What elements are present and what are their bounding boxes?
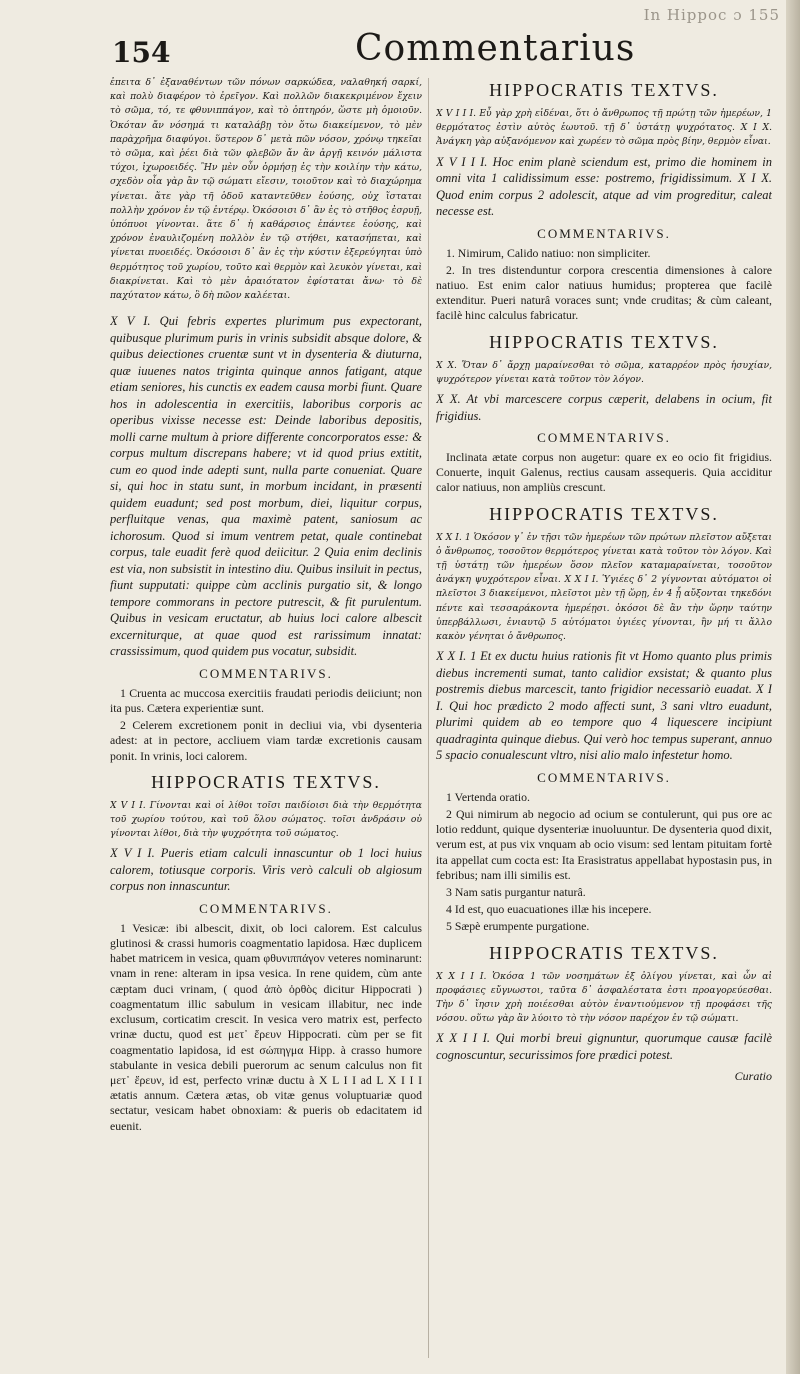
- commentary-note: 5 Sæpè erumpente purgatione.: [446, 919, 590, 934]
- left-column: [110, 76, 422, 1366]
- section-heading: HIPPOCRATIS TEXTVS.: [489, 80, 719, 100]
- bleed-through-text: In Hippoc ɔ 155: [643, 6, 780, 24]
- catchword: Curatio: [734, 1069, 772, 1084]
- section-heading: HIPPOCRATIS TEXTVS.: [151, 771, 381, 792]
- latin-text-xvi: X V I. Qui febris expertes plurimum pus expectorant, quibusque plurimum puris in vrinis subsidit absque dolore, & quibus deiectiones cruentæ sunt vt in dysenteria & diuturna, quæ iuuenes natos triginta quinque annos fatigant, atque etiam seniores, his cunctis ex eadem causa morbi fiunt. Quare hos in adolescentia in exercitiis, laboribus corporis ac operibus vixisse necesse est: Deinde laboribus depositis, molli carne multum à priore differente concorporatos esse: & corpus multum discrepans habere; vt id quod prius extitit, cum eo quod inde adepti sunt, nulla parte conueniat. Quare si, qui hoc in statu sunt, in morbum incidant, in præsenti quidem euadunt; sed post morbum, diei, liquitur corpus, perfluitque venas, qua maximè patent, saniosum ac ichorosum. Quod si imum ventrem petat, quale continebat corpus, tale euadit ferè quod deiicitur. 2 Quia enim declinis est via, non subsistit in intestino diu. Quibus insiluit in pectus, fiunt supputati: quippe cùm acclinis purgatio sit, & longo tempore commorans in pectore putrescit, & fit purulentum. Quibus in vesicam eructatur, ab huius loci calore albescit excerniturque, at quae quod est rarissimum innatat: crassissimum, quod quidem pus vocatur, subsidit.: [110, 314, 422, 659]
- section-heading: HIPPOCRATIS TEXTVS.: [489, 503, 719, 524]
- commentary-note: 2. In tres distenduntur corpora crescentia dimensiones à calore natiuo. Est enim calor natiuus humidus; propterea que facilè extenditur. Pueri naturâ voraces sunt; vnde cruditas; & cùm caleant, facilè hinc calculus fabricatur.: [436, 262, 772, 323]
- commentary-note: 1. Nimirum, Calido natiuo: non simpliciter.: [446, 245, 651, 260]
- page-gutter: [786, 0, 800, 1374]
- greek-passage-xx: X X. Ὅταν δ᾽ ἄρχῃ μαραίνεσθαι τὸ σῶμα, καταρρέον πρὸς ἡσυχίαν, ψυχρότερον γίνεται κατὰ τοῦτον τὸν λόγον.: [436, 359, 772, 385]
- right-column: [436, 76, 772, 1366]
- commentary-note: Inclinata ætate corpus non augetur: quare ex eo ocio fit frigidius. Conuerte, inquit Galenus, rectius causam assequeris. Quia acciditur calor natiuus, non ampliùs crescunt.: [436, 450, 772, 495]
- latin-text-xvii: X V I I. Pueris etiam calculi innascuntur ob 1 loci huius calorem, totiusque corporis. Viris verò calculi ob algiosum corpus non innascuntur.: [110, 846, 422, 894]
- latin-text-xviii: X V I I I. Hoc enim planè sciendum est, primo die hominem in omni vita 1 calidissimum esse: postremo, frigidissimum. X I X. Quod enim corpus 2 adolescit, atque ad vim progreditur, caleat necesse est.: [436, 154, 772, 219]
- commentary-note: 1 Cruenta ac muccosa exercitiis fraudati periodis deiiciunt; non ita pus. Cætera experientiæ sunt.: [110, 685, 422, 715]
- commentary-heading: COMMENTARIVS.: [199, 900, 333, 916]
- commentary-heading: COMMENTARIVS.: [537, 769, 671, 785]
- latin-text-xxiii: X X I I I. Qui morbi breui gignuntur, quorumque causæ facilè cognoscuntur, securissimos fore prædici potest.: [436, 1031, 772, 1062]
- page-number: 154: [112, 36, 171, 69]
- greek-passage: ἐπειτα δ᾽ ἐξαναθέντων τῶν πόνων σαρκώδεα, ναλαθηκή σαρκί, καὶ πολὺ διαφέρον τὸ ἐρεῖγον. Καὶ πολλῶν διακεκριμένον ἔχειν τὸ σῶμα, τό, τε φθυνιππάγον, καὶ τὸ ὀπτηρόν, ὥστε μὴ ὁμοιοῦν. Ὁκόταν ἄν νόσημά τι καταλάβῃ τὸν ὅτω διακείμενον, τὸ μὲν παρὰχρῆμα διαφύγοι. ὕστερον δ᾽ μετὰ πῶν νόσον, χρόνῳ τηκεῖαι τὸ σῶμα, καὶ ῥέει διὰ τῶν φλεβῶν ἄν ἂν ἀργῇ κεινόν μάλιστα τύχοι, ἰχωροειδές. Ἢν μὲν οὖν ὁρμήσῃ ἐς τὴν κοιλίην τὴν κάτω, σχεδὸν οἷα γὰρ ἂν τῷ σώματι εἴεσιν, τοιοῦτον καὶ τὸ διαχώρημα γίνεται. ἅτε γὰρ τῆ ὁδοῦ καταντεῦθεν ἐούσης, οὐχ ἵσταται πολλὴν χρόνον ἐν τῷ ἐντέρῳ. Ὁκόσοισι δ᾽ ἂν ἐς τὸ στῆθος ἐσρυῇ, ὑπόπυοι γίνονται. ἅτε δ᾽ ἡ καθάρσιος ἐπάντεε ἐούσης, καὶ χρόνον ἐναυλιζομένη πολλὸν ἐν τῷ στήθει, κατασήπεται, καὶ γίνεται πυοειδές. Ὁκόσοισι δ᾽ ἂν ἐς τὴν κύστιν ἐξερεύγηται ὑπὸ θερμότητος τοῦ χωρίου, τοῦτο καὶ θερμὸν καὶ λευκὸν γίνεται, καὶ διακρίνεται. Καὶ τὸ μὲν ἀραιότατον ἐφίσταται ἄνω· τὸ δὲ παχύτατον κάτω, ὃ δὴ πῶον καλέεται.: [110, 77, 422, 302]
- commentary-note: 3 Nam satis purgantur naturâ.: [446, 884, 586, 899]
- commentary-heading: COMMENTARIVS.: [537, 225, 671, 241]
- commentary-note: 4 Id est, quo euacuationes illæ his incepere.: [446, 902, 652, 917]
- latin-text-xxi: X X I. 1 Et ex ductu huius rationis fit vt Homo quanto plus primis diebus incrementi sumat, tanto calidior exsistat; & quanto plus postremis diebus marcescit, tanto frigidior necessariò euadat. X I I. Qui hoc prædicto 2 modo affecti sunt, 3 sani vltro euadunt, plurimi quidem ab eo tempore quo 4 liquescere incipiunt quadraginta quinque diebus. Qui verò hoc tempus superant, annuo 5 spacio conualescunt vltro, nisi alio malo infestetur homo.: [436, 649, 772, 763]
- commentary-note: 2 Qui nimirum ab negocio ad ocium se contulerunt, qui pus ore ac lotio reddunt, quique dysenteriæ inuoluuntur. De dysenteria quod dixit, verum est, at pus vix vnquam ab ocio visum: sed lentam pituitam fortè ita appellat cum cocta est: Ita Erasistratus appellabat hypostasin pus, in febribus; nam illi similis est.: [436, 806, 772, 882]
- commentary-heading: COMMENTARIVS.: [199, 665, 333, 681]
- greek-passage-xviii: X V I I I. Εὖ γὰρ χρὴ εἰδέναι, ὅτι ὁ ἄνθρωπος τῇ πρώτῃ τῶν ἡμερέων, 1 θερμότατος ἐστὶν αὐτὸς ἑωυτοῦ. τῇ δ᾽ ὑστάτῃ ψυχρότατος. X I X. Ἀνάγκη γὰρ αὐξανόμενον καὶ χωρέεν τὸ σῶμα πρὸς βίην, θερμὸν εἶναι.: [436, 108, 772, 148]
- commentary-note: 2 Celerem excretionem ponit in decliui via, vbi dysenteria adest: at in pectore, accliuem viam tardæ excretionis causam ponit. In vrinis, loci calorem.: [110, 718, 422, 763]
- greek-passage-xxiii: X X I I I. Ὁκόσα 1 τῶν νοσημάτων ἐξ ὀλίγου γίνεται, καὶ ὧν αἱ προφάσιες εὔγνωστοι, ταῦτα δ᾽ ἀσφαλέστατα ἐστι προαγορεύεσθαι. Τὴν δ᾽ ἴησιν χρὴ ποιέεσθαι αὐτὸν ἐναντιούμενον τῇ προφάσει τῆς νόσου. οὕτω γὰρ ἂν λύοιτο τὸ τὴν νόσον παρέχον ἐν τῷ σώματι.: [436, 970, 772, 1025]
- section-heading: HIPPOCRATIS TEXTVS.: [489, 331, 719, 352]
- commentary-note: 1 Vesicæ: ibi albescit, dixit, ob loci calorem. Est calculus glutinosi & crassi humoris coagmentatio lapidosa. Hæc duplicem habet matricem in vesica, quam φθυνιππάγον veteres nominarunt: vnam in rene: alteram in ipsa vesica. In rene quidem, cùm ante cæptam duci vrinam, ( quod ἀπὸ ὀρθὸς dicitur Hippocrati ) coagmentatum illic sabulum in vesicam illabitur, nec inde exclusum, corticatim crescit. In vesica vero matrix est, perfecto vrinæ ductu, quod est μετ᾽ ἔρευν Hippocrati. cùm per se fit coagmentatio lapidosa, id est σώπηγμα Hipp. à crasso humore stabulante in vesica debili puerorum ac senum calculus non fit μετ᾽ ἔρευν, id est, perfecto vrinæ ductu à X L I I ad L X I I I ætatis annum. Cætera ætas, ob vitæ genus voluptuariæ quod sectatur, vesicam habet obnoxiam: & pueris ob edacitatem id euenit.: [110, 920, 422, 1133]
- greek-passage-xxi: X X I. 1 Ὁκόσον γ᾽ ἐν τῇσι τῶν ἡμερέων τῶν πρώτων πλεῖστον αὔξεται ὁ ἄνθρωπος, τοσοῦτον θερμότερος γίνεται κατὰ τοῦτον τὸν λόγον. Καὶ τῇ ὑστάτῃ τῶν ἡμερέων ὅσον πλεῖον καταμαραίνεται, τοσοῦτον ἀνάγκη ψυχρότερον εἶναι. X X I I. Ὑγιέες δ᾽ 2 γίγνονται αὐτόματοι οἱ πλεῖστοι 3 διακείμενοι, πλεῖστοι μὲν τῇ ὥρῃ, ἐν 4 ᾗ αὔξονται τηκεδόνι πέντε καὶ τεσσαράκοντα ἡμερέῃσι. ὁκόσοι δὲ ἂν τὴν ὥρην ταύτην ὑπερβάλλωσι, ἐνιαυτῷ 5 αὐτόματοι ὑγιέες γίνονται, ἢν μή τι ἄλλο κακὸν γένηται ὁ ἄνθρωπος.: [436, 531, 772, 643]
- latin-text-xx: X X. At vbi marcescere corpus cæperit, delabens in ocium, fit frigidius.: [436, 392, 772, 423]
- commentary-note: 1 Vertenda oratio.: [446, 789, 530, 804]
- running-title: Commentarius: [355, 28, 636, 69]
- column-divider: [428, 78, 429, 1358]
- greek-passage-xvii: X V I I. Γίνονται καὶ οἱ λίθοι τοῖσι παιδίοισι διὰ τὴν θερμότητα τοῦ χωρίου τούτου, καὶ τοῦ ὅλου σώματος. τοῖσι ἀνδράσιν οὐ γίνονται λίθοι, διὰ τὴν ψυχρότητα τοῦ σώματος.: [110, 799, 422, 840]
- commentary-heading: COMMENTARIVS.: [537, 430, 671, 446]
- section-heading: HIPPOCRATIS TEXTVS.: [489, 942, 719, 963]
